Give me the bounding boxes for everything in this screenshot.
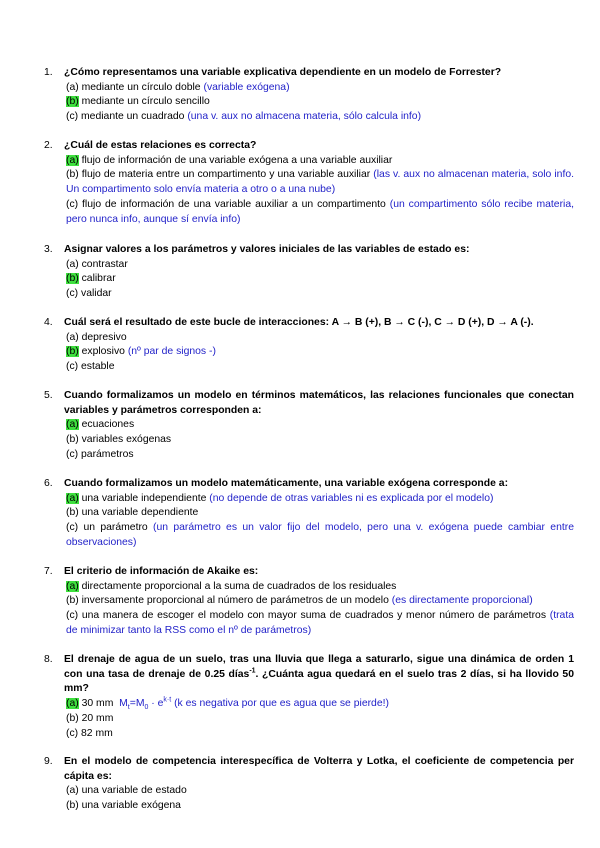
question-number: 1. [44, 67, 53, 78]
option-c: (c) parámetros [66, 448, 134, 460]
option-a: (a) contrastar [66, 258, 128, 270]
question-4 [44, 316, 574, 375]
answer-highlight: (a) [66, 419, 79, 431]
option-b: (b) mediante un círculo sencillo [66, 96, 210, 108]
answer-highlight: (b) [66, 346, 79, 358]
question-number: 5. [44, 390, 53, 401]
question-number: 9. [44, 756, 53, 767]
question-5 [44, 389, 574, 463]
option-b: (b) explosivo (nº par de signos -) [66, 346, 216, 358]
answer-highlight: (a) [66, 698, 79, 710]
option-c: (c) una manera de escoger el modelo con mayor suma de cuadrados y menor número de parámetros (trata de minimizar tanto la RSS como el nº de parámetros) [66, 610, 575, 636]
option-c: (c) flujo de información de una variable auxiliar a un compartimento (un compartimento sólo recibe materia, pero nunca info, aunque sí envía info) [66, 198, 575, 225]
annotation: (variable exógena) [203, 81, 290, 93]
question-title: Cuando formalizamos un modelo matemáticamente, una variable exógena corresponde a: [64, 478, 509, 489]
question-number: 2. [44, 140, 53, 151]
option-b: (b) inversamente proporcional al número de parámetros de un modelo (es directamente proporcional) [66, 595, 533, 607]
option-a: (a) mediante un círculo doble (variable exógena) [66, 81, 290, 93]
answer-highlight: (b) [66, 96, 79, 108]
answer-highlight: (a) [66, 154, 79, 166]
annotation: (es directamente proporcional) [391, 595, 533, 607]
answer-highlight: (b) [66, 273, 79, 285]
question-title: Asignar valores a los parámetros y valores iniciales de las variables de estado es: [64, 244, 470, 255]
annotation: (no depende de otras variables ni es explicada por el modelo) [209, 492, 494, 504]
annotation: (una v. aux no almacena materia, sólo calcula info) [187, 111, 422, 123]
option-c: (c) mediante un cuadrado (una v. aux no almacena materia, sólo calcula info) [66, 111, 422, 123]
annotation: (un compartimento sólo recibe materia, pero nunca info, aunque sí envía info) [66, 198, 575, 225]
option-b: (b) calibrar [66, 273, 116, 285]
question-title: ¿Cómo representamos una variable explicativa dependiente en un modelo de Forrester? [64, 67, 502, 78]
option-b: (b) 20 mm [66, 712, 114, 724]
option-c: (c) 82 mm [66, 727, 113, 739]
option-c: (c) estable [66, 361, 115, 373]
annotation: (las v. aux no almacenan materia, solo info. Un compartimento solo envía materia a otro o a una nube) [66, 169, 575, 196]
question-title: Cuál será el resultado de este bucle de interacciones: A → B (+), B → C (-), C → D (+), D → A (-). [64, 317, 534, 328]
option-b: (b) una variable exógena [66, 800, 181, 812]
question-title: El criterio de información de Akaike es: [64, 566, 259, 577]
option-c: (c) un parámetro (un parámetro es un valor fijo del modelo, pero una v. exógena puede cambiar entre observaciones) [66, 522, 574, 548]
question-9 [44, 755, 574, 814]
option-b: (b) una variable dependiente [66, 507, 199, 519]
option-a: (a) una variable de estado [66, 785, 187, 797]
question-3 [44, 243, 574, 302]
option-a: (a) flujo de información de una variable exógena a una variable auxiliar [66, 154, 393, 166]
option-b: (b) variables exógenas [66, 434, 172, 446]
formula: $M_t=M_0 \cdot e^{k\cdot t}$ (k es negativa por que es agua que se pierde!) [119, 696, 389, 712]
option-a: (a) directamente proporcional a la suma de cuadrados de los residuales [66, 580, 397, 592]
option-a: (a) una variable independiente (no depende de otras variables ni es explicada por el modelo) [66, 492, 494, 504]
question-title: Cuando formalizamos un modelo en términos matemáticos, las relaciones funcionales que conectan variables y parámetros corresponden a: [64, 390, 574, 416]
question-number: 3. [44, 244, 53, 255]
question-6 [44, 477, 574, 551]
question-7 [44, 565, 574, 639]
question-number: 8. [44, 654, 53, 665]
question-title: ¿Cuál de estas relaciones es correcta? [64, 140, 257, 151]
answer-highlight: (a) [66, 580, 79, 592]
question-number: 4. [44, 317, 53, 328]
option-a: (a) 30 mm $M_t=M_0 \cdot e^{k\cdot t}$ (k es negativa por que es agua que se pierde!) [66, 696, 389, 712]
question-1 [44, 66, 574, 125]
question-8 [44, 653, 574, 741]
annotation: (un parámetro es un valor fijo del modelo, pero una v. exógena puede cambiar entre observaciones) [66, 522, 574, 548]
annotation: (nº par de signos -) [127, 346, 216, 358]
option-b: (b) flujo de materia entre un compartimento y una variable auxiliar (las v. aux no almacenan materia, solo info. Un compartimento solo envía materia a otro o a una nube) [66, 169, 575, 196]
annotation: (trata de minimizar tanto la RSS como el nº de parámetros) [66, 610, 575, 636]
option-c: (c) validar [66, 288, 112, 300]
question-number: 7. [44, 566, 53, 577]
question-2 [44, 139, 574, 227]
question-title: El drenaje de agua de un suelo, tras una lluvia que llega a saturarlo, sigue una dinámica de orden 1 con una tasa de drenaje de 0.25 días$^{-1}$. ¿Cuánta agua quedará en el suelo tras 2 días, si ha llovido 50 mm? [64, 654, 574, 695]
answer-highlight: (a) [66, 492, 79, 504]
option-a: (a) ecuaciones [66, 419, 135, 431]
question-number: 6. [44, 478, 53, 489]
option-a: (a) depresivo [66, 331, 127, 343]
question-title: En el modelo de competencia interespecífica de Volterra y Lotka, el coeficiente de competencia per cápita es: [64, 756, 574, 782]
